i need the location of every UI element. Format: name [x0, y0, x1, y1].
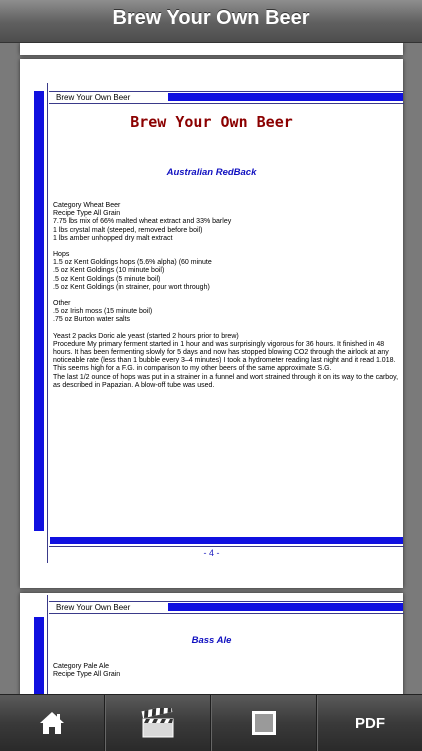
title-bar: [0, 0, 422, 43]
recipe-line: .75 oz Burton water salts: [53, 316, 131, 324]
procedure-note: The last 1/2 ounce of hops was put in a strainer in a funnel and wort strained through it on its way to the carboy, as described in Papazian. A blow-off tube was used.: [53, 373, 399, 389]
recipe-content: [53, 202, 398, 398]
recipe-line: Other: [53, 300, 71, 308]
video-button[interactable]: [105, 695, 211, 751]
recipe-name: Australian RedBack: [166, 167, 257, 178]
previous-page-edge: [20, 43, 403, 55]
footer-bar: [50, 537, 403, 544]
footer-rule: [49, 546, 404, 547]
running-header: Brew Your Own Beer: [56, 93, 131, 102]
yeast-line: Yeast 2 packs Doric ale yeast (started 2 hours prior to brew): [53, 332, 239, 340]
page-view-button[interactable]: [211, 695, 317, 751]
book-title: Brew Your Own Beer: [130, 113, 293, 131]
recipe-line: Recipe Type All Grain: [53, 671, 121, 679]
recipe-line: .5 oz Kent Goldings (10 minute boil): [53, 267, 165, 275]
page-left-bar: [34, 91, 44, 531]
clapperboard-icon: [141, 708, 175, 738]
recipe-line: 7.75 lbs mix of 66% malted wheat extract and 33% barley: [53, 218, 232, 226]
pdf-label: PDF: [355, 714, 385, 732]
document-viewer[interactable]: [0, 43, 422, 694]
home-icon: [38, 710, 66, 736]
header-rule-top: [49, 601, 404, 602]
recipe-line: 1 lbs crystal malt (steeped, removed before boil): [53, 226, 203, 234]
recipe-line: Recipe Type All Grain: [53, 210, 121, 218]
running-header: Brew Your Own Beer: [56, 603, 131, 612]
page-icon: [250, 709, 278, 737]
document-page-4: [20, 59, 403, 588]
recipe-line: 1.5 oz Kent Goldings hops (5.6% alpha) (60 minute: [53, 259, 212, 267]
header-rule-bottom: [49, 613, 404, 614]
other-section: [53, 300, 398, 325]
bottom-toolbar: [0, 694, 422, 751]
page-left-bar: [34, 617, 44, 694]
header-bar: [168, 603, 403, 611]
pdf-button[interactable]: [317, 695, 422, 751]
app-title: Brew Your Own Beer: [112, 7, 310, 29]
page-number: - 4 -: [203, 548, 220, 558]
header-rule-bottom: [49, 103, 404, 104]
header-bar: [168, 93, 403, 101]
recipe-line: Hops: [53, 251, 70, 259]
recipe-content: [53, 663, 120, 679]
recipe-line: .5 oz Kent Goldings (5 minute boil): [53, 275, 161, 283]
procedure-text: Procedure My primary ferment started in 1 hour and was surprisingly vigorous for 36 hours. It finished in 48 hours. It has been fermenting slowly for 5 days and now has stopped blowing CO2 through the airlock at any noticeable rate (less than 1 bubble every 3–4 minutes) I took a hydrometer reading last night and it read 1.018. This seems high for a F.G. in comparison to my other beers of the same approximate S.G.: [53, 340, 396, 373]
recipe-line: 1 lbs amber unhopped dry malt extract: [53, 234, 173, 242]
document-page-5: [20, 593, 403, 694]
header-rule-top: [49, 91, 404, 92]
page-margin-line: [47, 83, 48, 563]
recipe-line: Category Pale Ale: [53, 663, 110, 670]
recipe-line: .5 oz Irish moss (15 minute boil): [53, 308, 153, 316]
hops-section: [53, 251, 398, 292]
recipe-line: .5 oz Kent Goldings (in strainer, pour wort through): [53, 283, 210, 291]
procedure-section: [53, 333, 398, 390]
recipe-line: Category Wheat Beer: [53, 202, 121, 209]
grain-section: [53, 202, 398, 243]
recipe-name: Bass Ale: [191, 635, 232, 646]
home-button[interactable]: [0, 695, 105, 751]
